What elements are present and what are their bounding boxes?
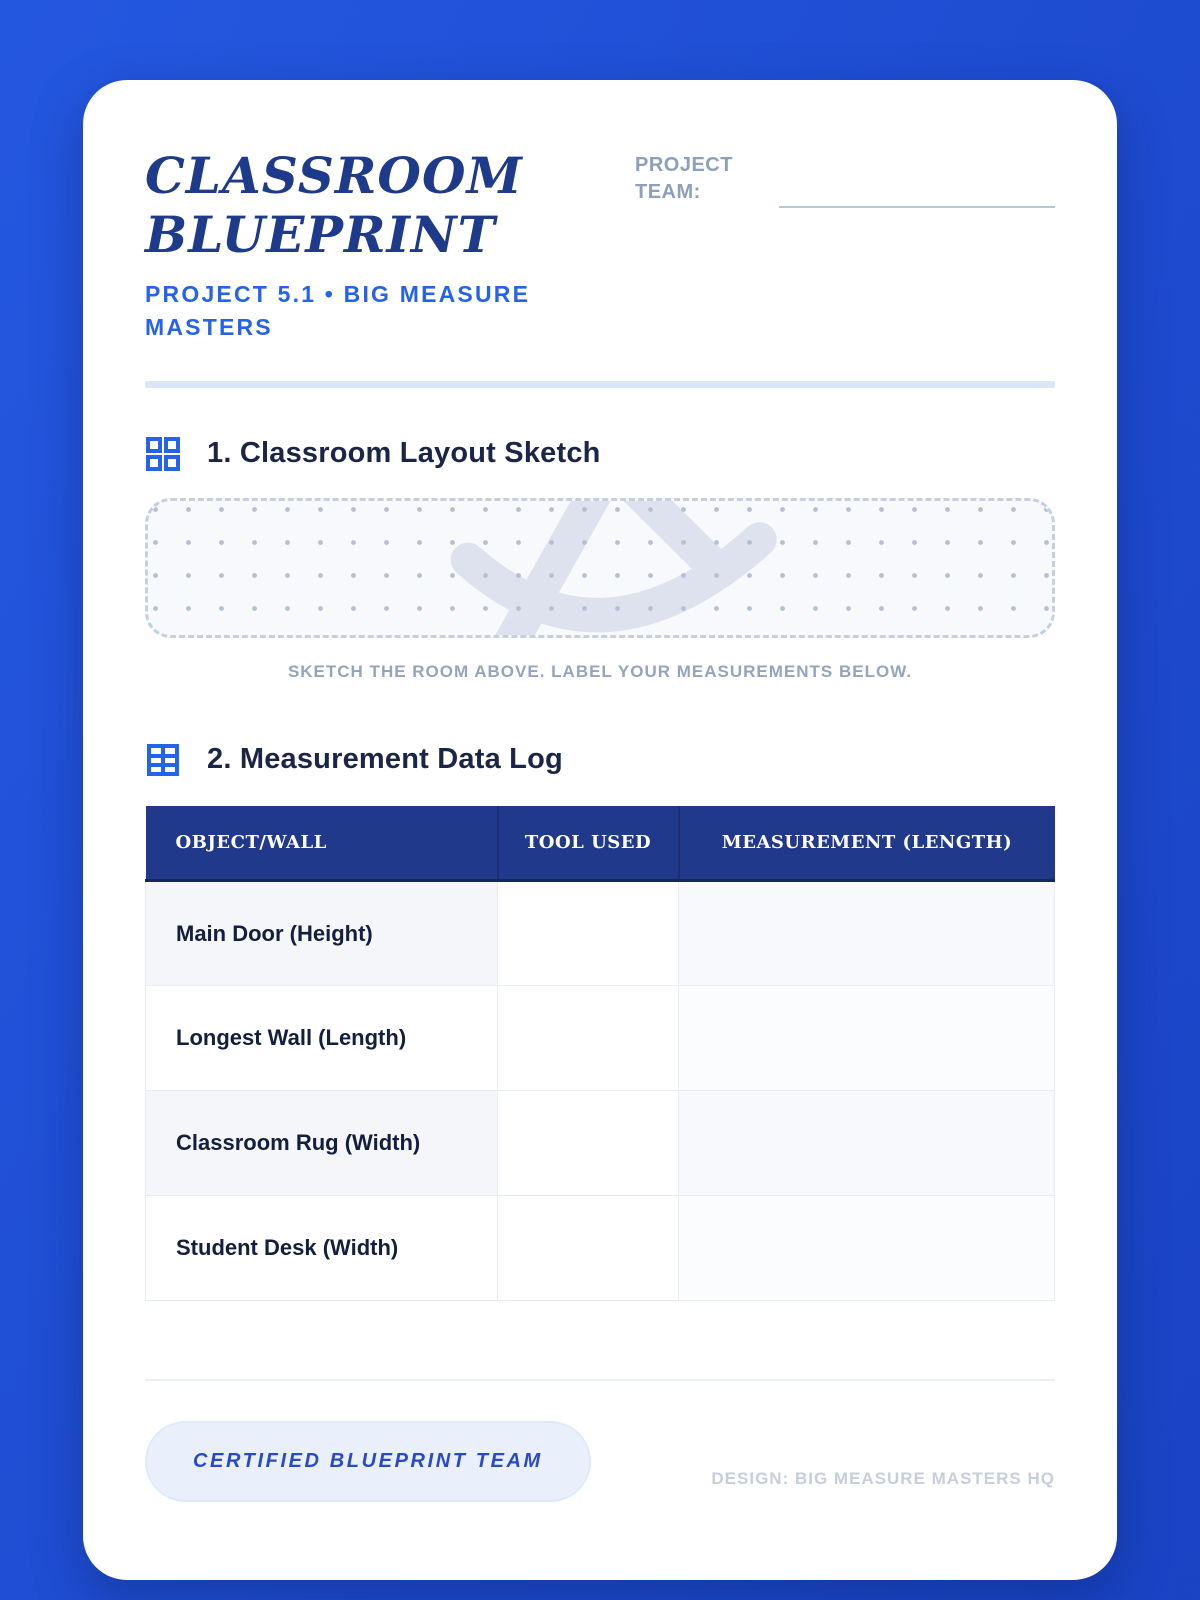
column-header-object: OBJECT/WALL [146,806,498,881]
header [145,146,1055,345]
section-1-heading [145,436,1055,472]
measurement-field[interactable] [679,1091,1055,1196]
project-team-label: PROJECT TEAM: [635,154,733,203]
tool-used-field[interactable] [498,881,679,986]
column-header-tool: TOOL USED [498,806,679,881]
measurement-field[interactable] [679,986,1055,1091]
measurement-field[interactable] [679,881,1055,986]
design-credit: DESIGN: BIG MEASURE MASTERS HQ [711,1468,1055,1488]
page-subtitle: PROJECT 5.1 • BIG MEASURE MASTERS [145,281,531,341]
tool-used-field[interactable] [498,1091,679,1196]
section-1-title: 1. Classroom Layout Sketch [207,437,601,470]
worksheet-card [83,80,1117,1580]
dot-grid [148,501,1052,635]
row-label: Longest Wall (Length) [146,986,498,1091]
section-2-title: 2. Measurement Data Log [207,743,563,776]
certified-badge: CERTIFIED BLUEPRINT TEAM [145,1421,591,1502]
measurement-table [145,806,1055,1302]
sketch-caption: SKETCH THE ROOM ABOVE. LABEL YOUR MEASUREMENTS BELOW. [287,661,913,681]
table-row [146,1091,1055,1196]
row-label: Classroom Rug (Width) [146,1091,498,1196]
tool-used-field[interactable] [498,986,679,1091]
title-block [145,146,625,345]
table-icon [145,742,181,778]
tool-used-field[interactable] [498,1196,679,1301]
header-divider [145,381,1055,388]
section-2-heading [145,742,1055,778]
grid-icon [145,436,181,472]
column-header-measurement: MEASUREMENT (LENGTH) [679,806,1055,881]
measurement-field[interactable] [679,1196,1055,1301]
table-row [146,1196,1055,1301]
sketch-area[interactable] [145,498,1055,638]
footer-divider [145,1379,1055,1381]
project-team-block [635,152,1055,345]
project-team-field[interactable] [779,152,1055,208]
row-label: Student Desk (Width) [146,1196,498,1301]
table-header-row [146,806,1055,881]
table-row [146,881,1055,986]
table-row [146,986,1055,1091]
row-label: Main Door (Height) [146,881,498,986]
page-title: CLASSROOM BLUEPRINT [145,146,523,264]
footer [145,1421,1055,1502]
